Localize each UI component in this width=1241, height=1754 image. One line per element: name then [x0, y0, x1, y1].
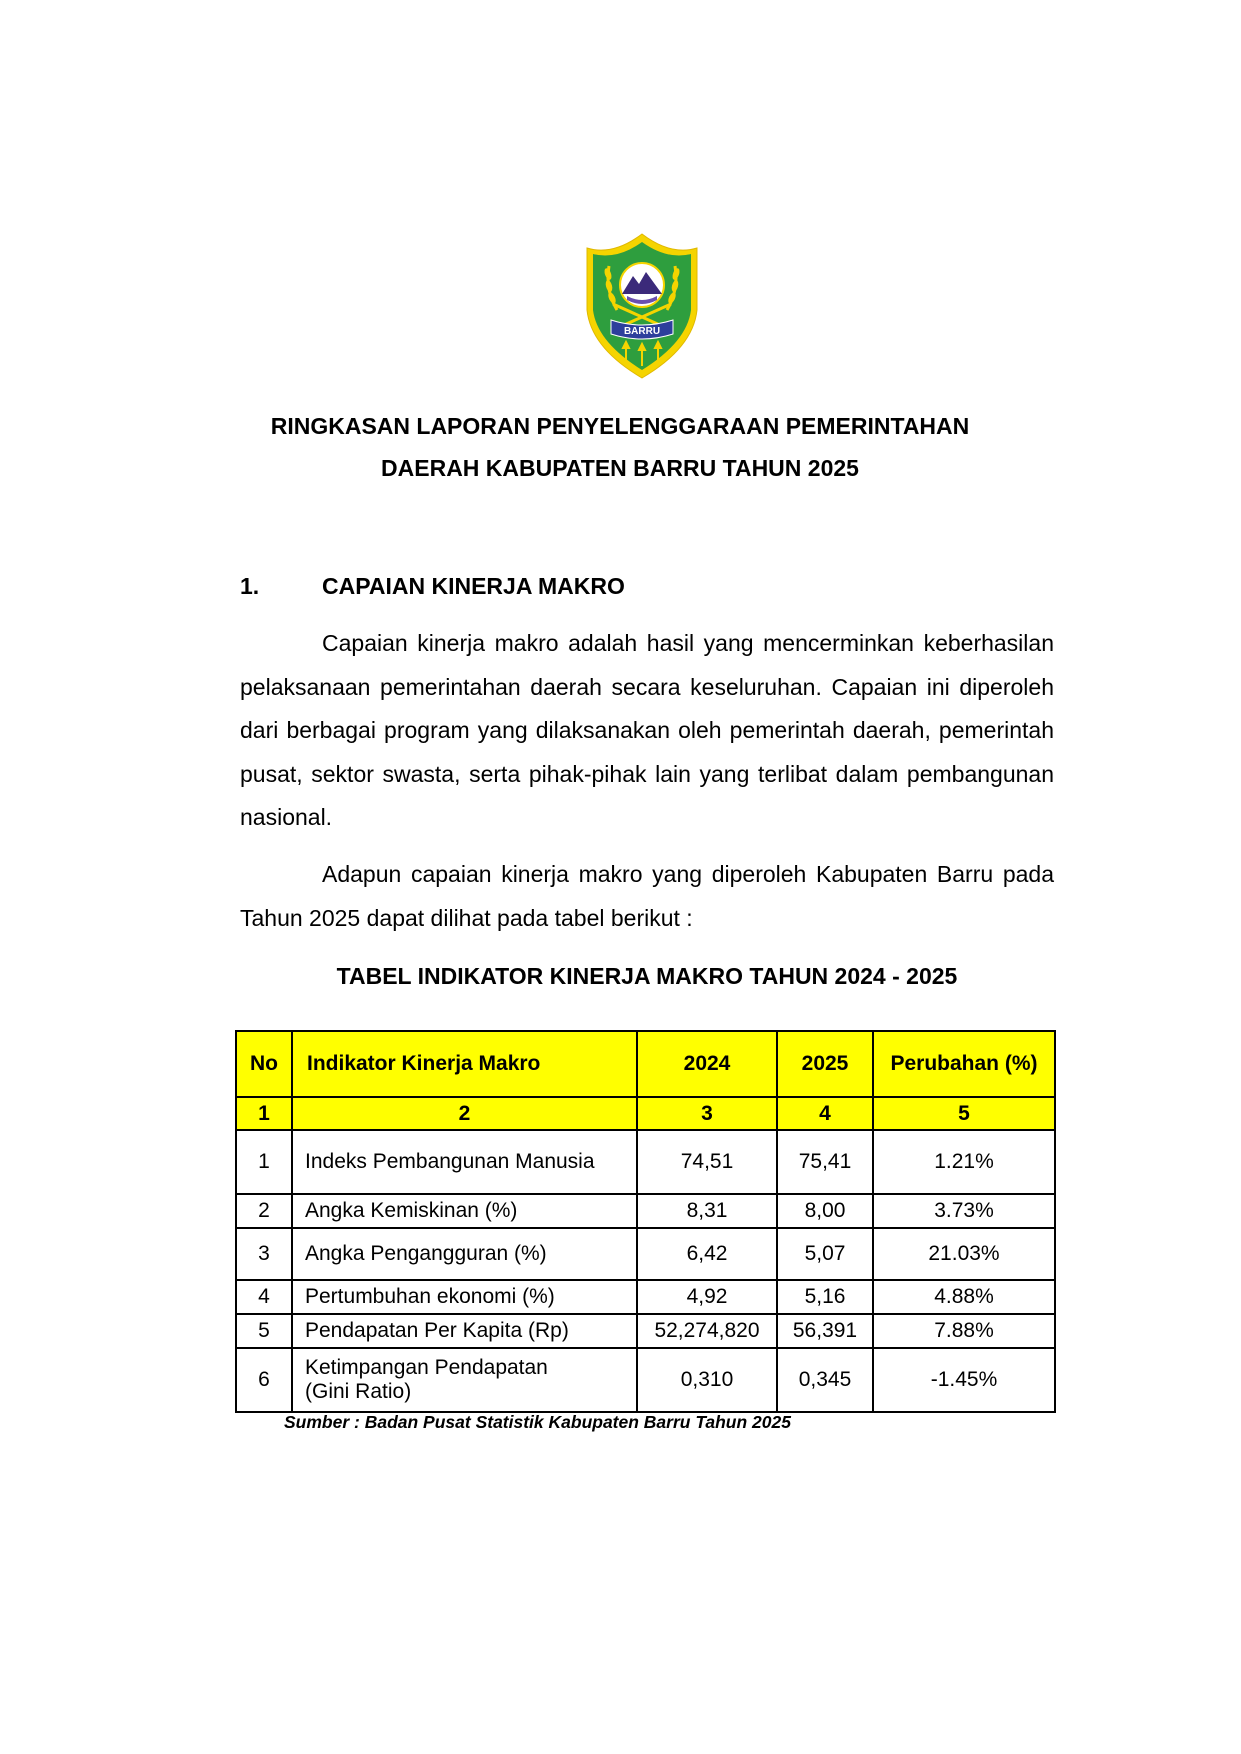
table-row	[236, 1314, 1055, 1348]
row-indicator: Angka Kemiskinan (%)	[292, 1194, 637, 1228]
row-change: 7.88%	[873, 1314, 1055, 1348]
row-value-2025: 8,00	[777, 1194, 873, 1228]
column-index-cell: 3	[637, 1097, 777, 1130]
table-header-row	[236, 1031, 1055, 1097]
header-no: No	[236, 1031, 292, 1097]
row-value-2024: 6,42	[637, 1228, 777, 1280]
header-2025: 2025	[777, 1031, 873, 1097]
body-paragraph-2: Adapun capaian kinerja makro yang diperoleh Kabupaten Barru pada Tahun 2025 dapat dilihat pada tabel berikut :	[240, 861, 1054, 931]
table-title: TABEL INDIKATOR KINERJA MAKRO TAHUN 2024 - 2025	[336, 963, 958, 989]
header-change: Perubahan (%)	[873, 1031, 1055, 1097]
column-index-cell: 5	[873, 1097, 1055, 1130]
emblem-icon	[583, 230, 701, 380]
row-indicator: Ketimpangan Pendapatan (Gini Ratio)	[292, 1348, 637, 1412]
barru-regency-emblem	[583, 230, 701, 380]
column-index-cell: 1	[236, 1097, 292, 1130]
row-indicator: Pendapatan Per Kapita (Rp)	[292, 1314, 637, 1348]
macro-performance-table	[235, 1030, 1056, 1413]
row-value-2024: 4,92	[637, 1280, 777, 1314]
row-value-2025: 5,07	[777, 1228, 873, 1280]
row-value-2025: 0,345	[777, 1348, 873, 1412]
row-no: 5	[236, 1314, 292, 1348]
row-indicator: Indeks Pembangunan Manusia	[292, 1130, 637, 1194]
table-row	[236, 1228, 1055, 1280]
row-value-2024: 0,310	[637, 1348, 777, 1412]
row-value-2025: 56,391	[777, 1314, 873, 1348]
row-indicator: Angka Pengangguran (%)	[292, 1228, 637, 1280]
column-index-cell: 4	[777, 1097, 873, 1130]
row-indicator: Pertumbuhan ekonomi (%)	[292, 1280, 637, 1314]
column-index-cell: 2	[292, 1097, 637, 1130]
row-no: 6	[236, 1348, 292, 1412]
table-row	[236, 1348, 1055, 1412]
row-value-2025: 5,16	[777, 1280, 873, 1314]
header-2024: 2024	[637, 1031, 777, 1097]
emblem-ribbon-text: BARRU	[623, 326, 661, 337]
row-no: 4	[236, 1280, 292, 1314]
row-value-2024: 52,274,820	[637, 1314, 777, 1348]
row-value-2024: 74,51	[637, 1130, 777, 1194]
row-no: 1	[236, 1130, 292, 1194]
row-no: 3	[236, 1228, 292, 1280]
row-change: 4.88%	[873, 1280, 1055, 1314]
column-index-row	[236, 1097, 1055, 1130]
row-change: -1.45%	[873, 1348, 1055, 1412]
table-source-note: Sumber : Badan Pusat Statistik Kabupaten Barru Tahun 2025	[284, 1412, 791, 1432]
row-value-2025: 75,41	[777, 1130, 873, 1194]
report-title-line1: RINGKASAN LAPORAN PENYELENGGARAAN PEMERINTAHAN	[270, 413, 970, 439]
report-title-line2: DAERAH KABUPATEN BARRU TAHUN 2025	[381, 455, 859, 481]
table-row	[236, 1194, 1055, 1228]
row-change: 3.73%	[873, 1194, 1055, 1228]
table-row	[236, 1280, 1055, 1314]
section-title: CAPAIAN KINERJA MAKRO	[322, 573, 625, 599]
row-change: 1.21%	[873, 1130, 1055, 1194]
header-indicator: Indikator Kinerja Makro	[292, 1031, 637, 1097]
section-number: 1.	[240, 573, 260, 599]
row-change: 21.03%	[873, 1228, 1055, 1280]
row-value-2024: 8,31	[637, 1194, 777, 1228]
report-title	[240, 405, 1000, 489]
table-row	[236, 1130, 1055, 1194]
body-paragraph-1: Capaian kinerja makro adalah hasil yang mencerminkan keberhasilan pelaksanaan pemerintahan daerah secara keseluruhan. Capaian ini diperoleh dari berbagai program yang dilaksanakan oleh pemerintah daerah, pemerintah pusat, sektor swasta, serta pihak-pihak lain yang terlibat dalam pembangunan nasional.	[240, 630, 1054, 830]
row-no: 2	[236, 1194, 292, 1228]
